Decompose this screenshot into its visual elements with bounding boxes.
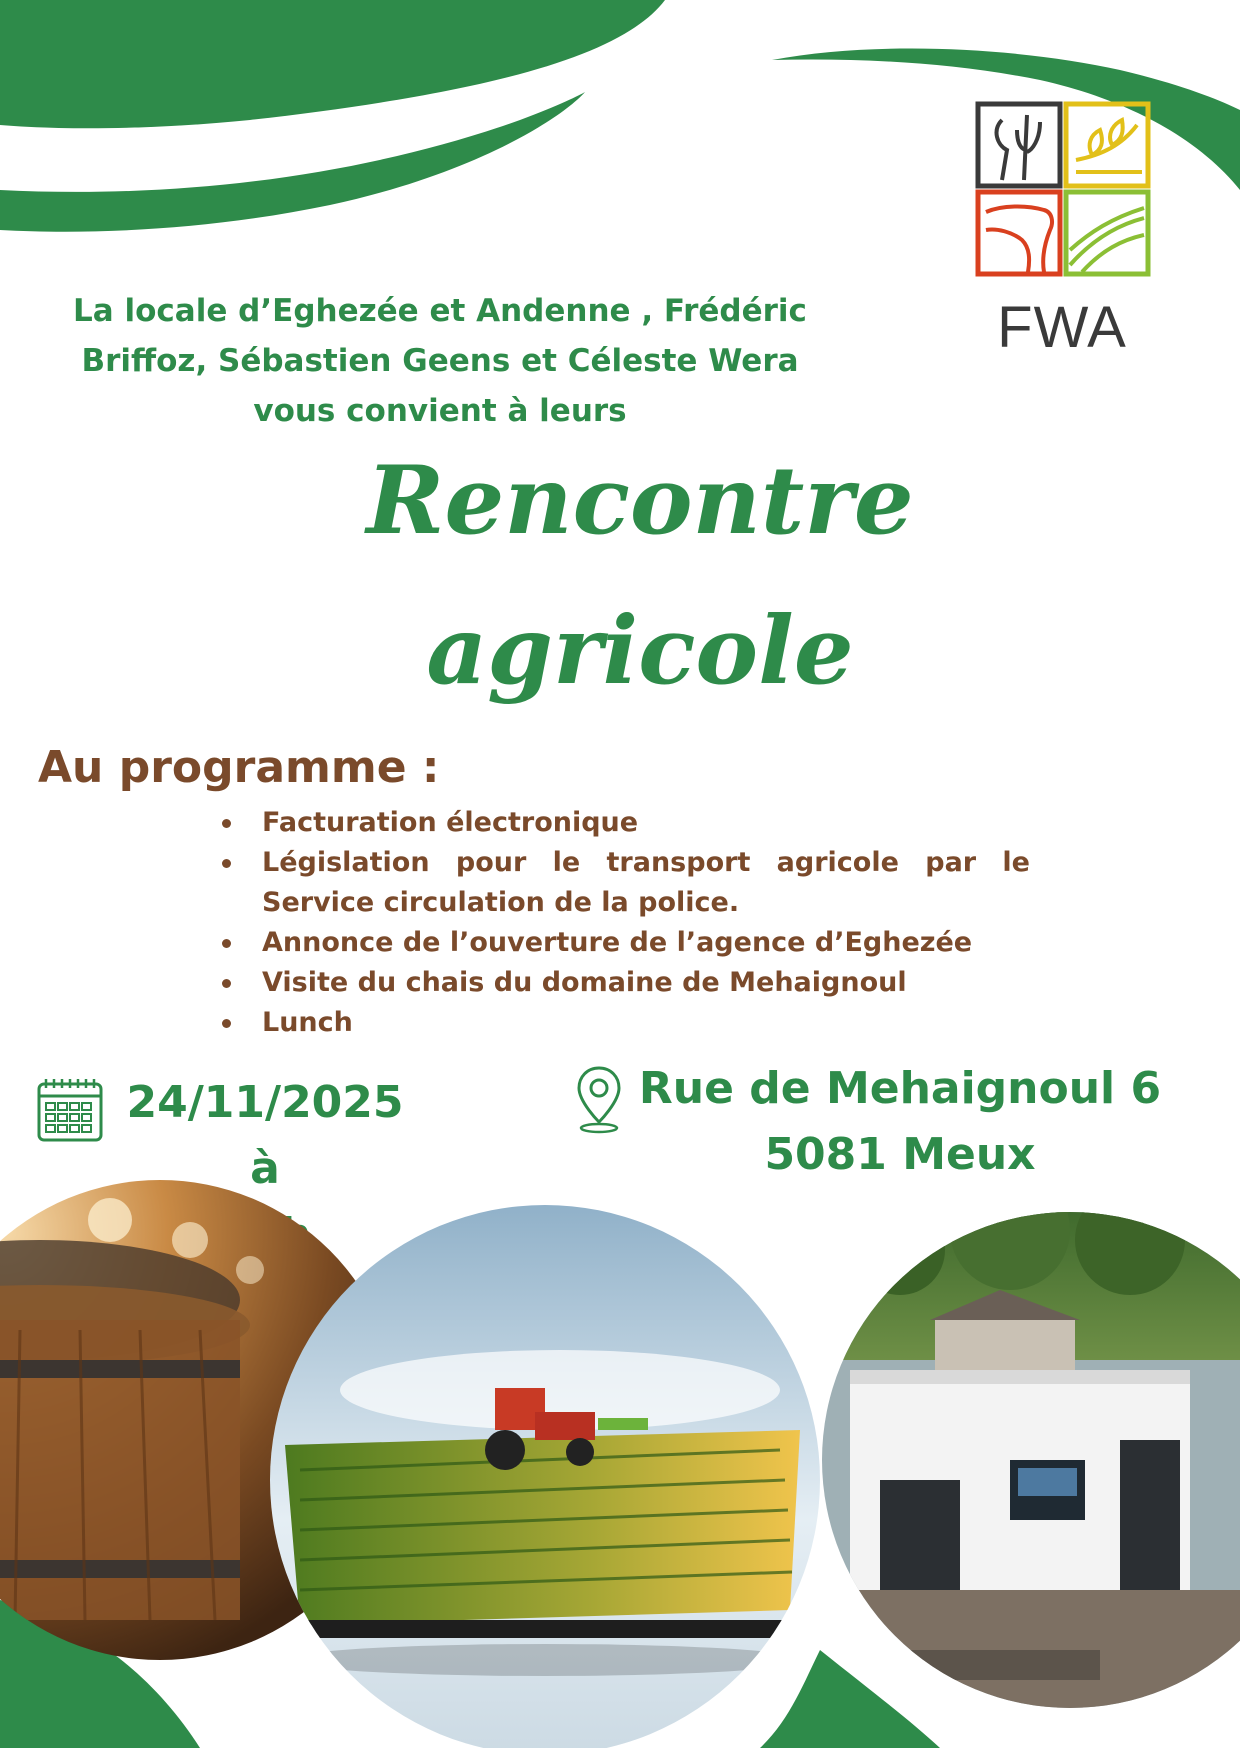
location-pin-icon <box>574 1064 624 1134</box>
programme-item-text: Visite du chais du domaine de Mehaignoul <box>262 967 907 998</box>
calendar-icon <box>36 1076 104 1144</box>
intro-text <box>40 286 840 436</box>
intro-line-1: La locale d’Eghezée et Andenne , Frédéric <box>73 293 807 329</box>
bullet-icon <box>222 979 231 988</box>
programme-item <box>262 1003 1030 1043</box>
title-line-2: agricole <box>426 596 854 706</box>
programme-item-text: Législation pour le transport agricole par le Service circulation de la police. <box>262 847 1030 918</box>
programme-item <box>262 923 1030 963</box>
programme-heading: Au programme : <box>38 742 440 793</box>
programme-item <box>262 963 1030 1003</box>
photo-collage <box>0 1180 1240 1748</box>
programme-item-text: Annonce de l’ouverture de l’agence d’Eghezée <box>262 927 973 958</box>
event-address-line-1: Rue de Mehaignoul 6 <box>638 1063 1162 1114</box>
bullet-icon <box>222 1019 231 1028</box>
bullet-icon <box>222 859 231 868</box>
title-line-1: Rencontre <box>366 446 914 556</box>
event-address-line-2: 5081 Meux <box>764 1129 1036 1180</box>
programme-item <box>262 803 1030 843</box>
agency-building-photo <box>820 1180 1240 1730</box>
intro-line-2: Briffoz, Sébastien Geens et Céleste Wera <box>81 343 799 379</box>
programme-item <box>262 843 1030 923</box>
event-date-line-1: 24/11/2025 à <box>126 1077 404 1194</box>
programme-item-text: Facturation électronique <box>262 807 639 838</box>
bullet-icon <box>222 939 231 948</box>
bullet-icon <box>222 819 231 828</box>
programme-list <box>262 803 1030 1043</box>
intro-line-3: vous convient à leurs <box>253 393 627 429</box>
logo-text: FWA <box>997 295 1127 360</box>
event-address <box>630 1056 1170 1188</box>
programme-item-text: Lunch <box>262 1007 353 1038</box>
